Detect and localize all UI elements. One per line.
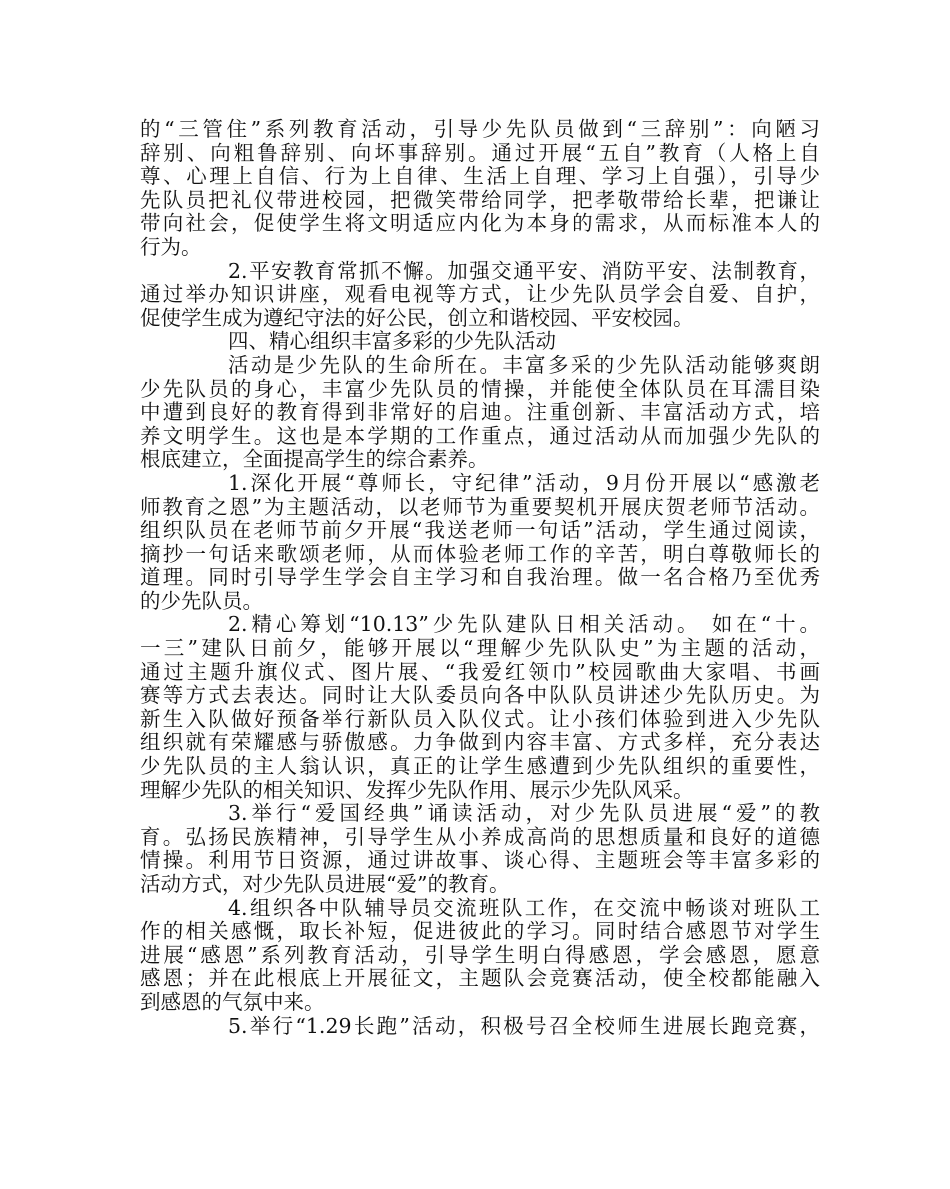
text-line: 感恩；并在此根底上开展征文，主题队会竞赛活动，使全校都能融入 xyxy=(140,967,820,991)
text-line: 带向社会，促使学生将文明适应内化为本身的需求，从而标准本人的 xyxy=(140,212,820,236)
text-line: 育。弘扬民族精神，引导学生从小养成高尚的思想质量和良好的道德 xyxy=(140,825,820,849)
text-line: 活动方式，对少先队员进展“爱”的教育。 xyxy=(140,872,510,896)
text-line: 组织队员在老师节前夕开展“我送老师一句话”活动，学生通过阅读， xyxy=(140,519,820,543)
text-line: 活动是少先队的生命所在。丰富多采的少先队活动能够爽朗 xyxy=(228,353,820,377)
text-line: 少先队员的身心，丰富少先队员的情操，并能使全体队员在耳濡目染 xyxy=(140,377,820,401)
text-line: 到感恩的气氛中来。 xyxy=(140,989,325,1014)
text-line: 一三”建队日前夕，能够开展以“理解少先队队史”为主题的活动， xyxy=(140,637,820,661)
text-line: 3.举行“爱国经典”诵读活动，对少先队员进展“爱”的教 xyxy=(228,802,820,826)
text-line: 根底建立，全面提高学生的综合素养。 xyxy=(140,447,489,472)
text-line: 的少先队员。 xyxy=(140,588,263,613)
text-line: 4.组织各中队辅导员交流班队工作，在交流中畅谈对班队工 xyxy=(228,896,820,920)
text-line: 1.深化开展“尊师长，守纪律”活动，9月份开展以“感激老 xyxy=(228,471,820,495)
text-line: 通过举办知识讲座，观看电视等方式，让少先队员学会自爱、自护， xyxy=(140,283,820,307)
text-line: 2.平安教育常抓不懈。加强交通平安、消防平安、法制教育， xyxy=(228,259,820,283)
text-line: 促使学生成为遵纪守法的好公民，创立和谐校园、平安校园。 xyxy=(140,305,694,330)
text-line: 师教育之恩”为主题活动，以老师节为重要契机开展庆贺老师节活动。 xyxy=(140,495,820,519)
text-line: 道理。同时引导学生学会自主学习和自我治理。做一名合格乃至优秀 xyxy=(140,566,820,590)
text-line: 情操。利用节日资源，通过讲故事、谈心得、主题班会等丰富多彩的 xyxy=(140,849,820,873)
text-line: 先队员把礼仪带进校园，把微笑带给同学，把孝敬带给长辈，把谦让 xyxy=(140,188,820,212)
text-line: 四、精心组织丰富多彩的少先队活动 xyxy=(228,329,556,354)
text-line: 尊、心理上自信、行为上自律、生活上自理、学习上自强），引导少 xyxy=(140,165,820,189)
text-line: 赛等方式去表达。同时让大队委员向各中队队员讲述少先队历史。为 xyxy=(140,684,820,708)
text-line: 2.精心筹划“10.13”少先队建队日相关活动。 如在“十。 xyxy=(228,613,820,637)
text-line: 辞别、向粗鲁辞别、向坏事辞别。通过开展“五自”教育（人格上自 xyxy=(140,141,820,165)
text-line: 理解少先队的相关知识、发挥少先队作用、展示少先队风采。 xyxy=(140,777,694,802)
text-line: 中遭到良好的教育得到非常好的启迪。注重创新、丰富活动方式，培 xyxy=(140,401,820,425)
text-line: 作的相关感慨，取长补短，促进彼此的学习。同时结合感恩节对学生 xyxy=(140,920,820,944)
body-text xyxy=(140,118,820,1038)
text-line: 5.举行“1.29长跑”活动，积极号召全校师生进展长跑竞赛， xyxy=(228,1014,820,1038)
text-line: 的“三管住”系列教育活动，引导少先队员做到“三辞别”：向陋习 xyxy=(140,118,820,141)
text-line: 少先队员的主人翁认识，真正的让学生感遭到少先队组织的重要性， xyxy=(140,755,820,779)
text-line: 养文明学生。这也是本学期的工作重点，通过活动从而加强少先队的 xyxy=(140,424,820,448)
text-line: 行为。 xyxy=(140,234,202,259)
text-line: 摘抄一句话来歌颂老师，从而体验老师工作的辛苦，明白尊敬师长的 xyxy=(140,542,820,566)
text-line: 组织就有荣耀感与骄傲感。力争做到内容丰富、方式多样，充分表达 xyxy=(140,731,820,755)
text-line: 通过主题升旗仪式、图片展、“我爱红领巾”校园歌曲大家唱、书画 xyxy=(140,660,820,684)
text-line: 新生入队做好预备举行新队员入队仪式。让小孩们体验到进入少先队 xyxy=(140,707,820,731)
text-line: 进展“感恩”系列教育活动，引导学生明白得感恩，学会感恩，愿意 xyxy=(140,943,820,967)
